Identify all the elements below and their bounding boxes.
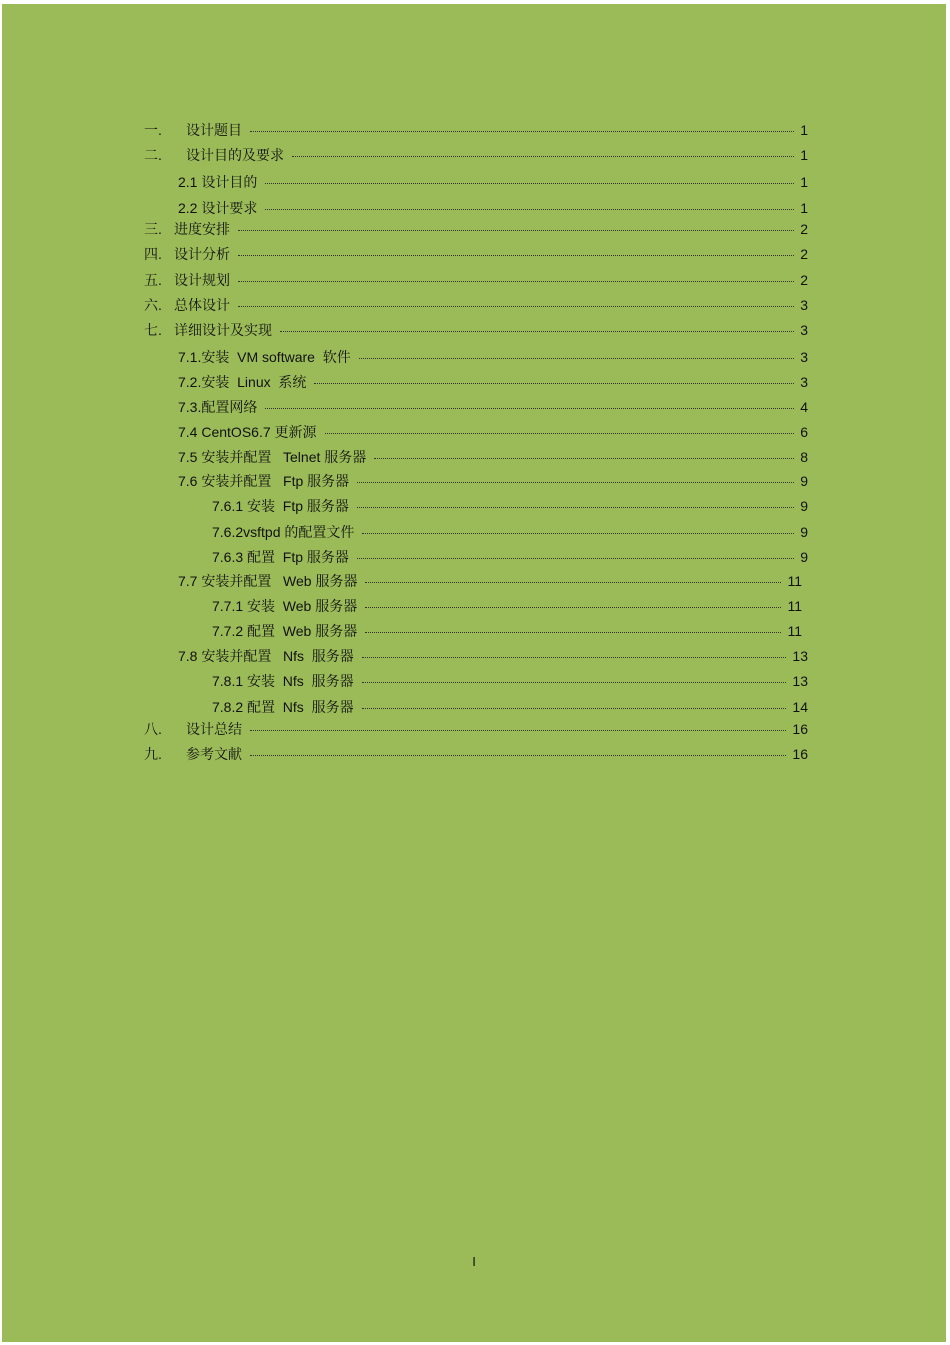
toc-dot-leader xyxy=(250,755,786,756)
toc-dot-leader xyxy=(238,255,794,256)
toc-entry-page: 11 xyxy=(787,598,802,614)
toc-entry-page: 13 xyxy=(792,673,808,689)
toc-dot-leader xyxy=(362,708,787,709)
toc-dot-leader xyxy=(238,281,794,282)
toc-entry[interactable] xyxy=(178,348,808,366)
document-page xyxy=(2,4,946,1342)
toc-entry[interactable] xyxy=(212,622,802,640)
toc-entry-page: 9 xyxy=(800,524,808,540)
toc-entry[interactable] xyxy=(144,720,808,738)
toc-entry[interactable] xyxy=(178,448,808,466)
toc-entry-page: 2 xyxy=(800,272,808,288)
toc-entry[interactable] xyxy=(212,523,808,541)
toc-dot-leader xyxy=(265,183,794,184)
toc-entry-title: 2.1 设计目的 xyxy=(178,174,258,190)
toc-entry-page: 16 xyxy=(792,746,808,762)
toc-entry-page: 11 xyxy=(787,623,802,639)
toc-entry[interactable] xyxy=(178,199,808,217)
toc-entry-title: 7.8.1 安装 Nfs 服务器 xyxy=(212,673,354,689)
toc-entry-number: 六. xyxy=(144,297,162,313)
toc-entry-page: 11 xyxy=(787,573,802,589)
toc-entry[interactable] xyxy=(178,572,802,590)
toc-entry[interactable] xyxy=(144,146,808,164)
toc-entry[interactable] xyxy=(178,472,808,490)
toc-entry-title: 7.8 安装并配置 Nfs 服务器 xyxy=(178,648,354,664)
toc-entry-title: 设计分析 xyxy=(174,246,230,262)
toc-entry[interactable] xyxy=(144,121,808,139)
toc-entry-title: 总体设计 xyxy=(174,297,230,313)
toc-entry-number: 八. xyxy=(144,721,162,737)
toc-entry[interactable] xyxy=(144,321,808,339)
toc-entry-page: 4 xyxy=(800,399,808,415)
toc-entry-title: 参考文献 xyxy=(186,746,242,762)
toc-entry[interactable] xyxy=(212,548,808,566)
table-of-contents xyxy=(2,4,946,1342)
toc-entry-page: 13 xyxy=(792,648,808,664)
toc-entry-title: 7.8.2 配置 Nfs 服务器 xyxy=(212,699,354,715)
toc-entry[interactable] xyxy=(212,672,808,690)
toc-dot-leader xyxy=(365,607,781,608)
toc-entry-number: 四. xyxy=(144,246,162,262)
toc-entry[interactable] xyxy=(178,173,808,191)
toc-dot-leader xyxy=(362,533,794,534)
toc-dot-leader xyxy=(280,331,794,332)
toc-dot-leader xyxy=(362,657,787,658)
toc-dot-leader xyxy=(357,507,794,508)
toc-dot-leader xyxy=(359,358,794,359)
toc-entry-title: 7.5 安装并配置 Telnet 服务器 xyxy=(178,449,367,465)
toc-entry-page: 6 xyxy=(800,424,808,440)
toc-dot-leader xyxy=(374,458,794,459)
toc-entry[interactable] xyxy=(144,745,808,763)
toc-entry-title: 7.1.安装 VM software 软件 xyxy=(178,349,351,365)
toc-entry-page: 16 xyxy=(792,721,808,737)
toc-entry-number: 三. xyxy=(144,221,162,237)
toc-dot-leader xyxy=(365,582,781,583)
toc-entry[interactable] xyxy=(144,271,808,289)
toc-entry-page: 9 xyxy=(800,498,808,514)
toc-entry-title: 7.2.安装 Linux 系统 xyxy=(178,374,307,390)
toc-dot-leader xyxy=(365,632,781,633)
toc-dot-leader xyxy=(265,408,794,409)
toc-dot-leader xyxy=(238,230,794,231)
toc-entry-title: 7.7.2 配置 Web 服务器 xyxy=(212,623,358,639)
toc-dot-leader xyxy=(265,209,794,210)
toc-dot-leader xyxy=(292,156,794,157)
toc-entry-number: 九. xyxy=(144,746,162,762)
toc-entry-page: 8 xyxy=(800,449,808,465)
toc-entry-page: 3 xyxy=(800,297,808,313)
toc-entry-title: 7.7 安装并配置 Web 服务器 xyxy=(178,573,358,589)
toc-dot-leader xyxy=(250,730,786,731)
toc-entry-page: 1 xyxy=(800,147,808,163)
toc-entry-title: 7.4 CentOS6.7 更新源 xyxy=(178,424,317,440)
toc-entry-title: 设计目的及要求 xyxy=(186,147,284,163)
toc-dot-leader xyxy=(362,682,787,683)
toc-entry[interactable] xyxy=(144,296,808,314)
toc-entry-page: 9 xyxy=(800,473,808,489)
toc-entry-title: 2.2 设计要求 xyxy=(178,200,258,216)
toc-entry-title: 设计总结 xyxy=(186,721,242,737)
toc-entry-number: 一. xyxy=(144,122,162,138)
toc-entry[interactable] xyxy=(178,423,808,441)
toc-entry-title: 7.6 安装并配置 Ftp 服务器 xyxy=(178,473,350,489)
toc-entry-page: 3 xyxy=(800,349,808,365)
toc-dot-leader xyxy=(357,558,794,559)
toc-entry-title: 详细设计及实现 xyxy=(174,322,272,338)
toc-entry-title: 设计规划 xyxy=(174,272,230,288)
toc-entry[interactable] xyxy=(178,647,808,665)
toc-entry-page: 1 xyxy=(800,122,808,138)
toc-entry-title: 7.6.3 配置 Ftp 服务器 xyxy=(212,549,349,565)
toc-dot-leader xyxy=(314,383,794,384)
toc-dot-leader xyxy=(357,482,794,483)
toc-entry-page: 9 xyxy=(800,549,808,565)
toc-entry[interactable] xyxy=(178,398,808,416)
toc-entry[interactable] xyxy=(144,220,808,238)
toc-entry-number: 七. xyxy=(144,322,162,338)
toc-entry[interactable] xyxy=(178,373,808,391)
toc-entry-page: 2 xyxy=(800,246,808,262)
toc-entry-page: 14 xyxy=(792,699,808,715)
toc-entry-number: 二. xyxy=(144,147,162,163)
toc-entry-title: 7.3.配置网络 xyxy=(178,399,258,415)
toc-entry-page: 3 xyxy=(800,322,808,338)
toc-entry[interactable] xyxy=(212,597,802,615)
toc-dot-leader xyxy=(250,131,794,132)
toc-entry-title: 7.6.2vsftpd 的配置文件 xyxy=(212,524,355,540)
toc-entry-title: 设计题目 xyxy=(186,122,242,138)
page-number: I xyxy=(472,1254,476,1269)
toc-entry-title: 7.7.1 安装 Web 服务器 xyxy=(212,598,358,614)
toc-entry[interactable] xyxy=(212,497,808,515)
toc-entry-page: 1 xyxy=(800,200,808,216)
toc-dot-leader xyxy=(238,306,794,307)
toc-entry-title: 7.6.1 安装 Ftp 服务器 xyxy=(212,498,349,514)
toc-entry[interactable] xyxy=(144,245,808,263)
toc-entry-page: 2 xyxy=(800,221,808,237)
toc-entry[interactable] xyxy=(212,698,808,716)
toc-dot-leader xyxy=(325,433,795,434)
toc-entry-number: 五. xyxy=(144,272,162,288)
toc-entry-page: 3 xyxy=(800,374,808,390)
toc-entry-page: 1 xyxy=(800,174,808,190)
toc-entry-title: 进度安排 xyxy=(174,221,230,237)
